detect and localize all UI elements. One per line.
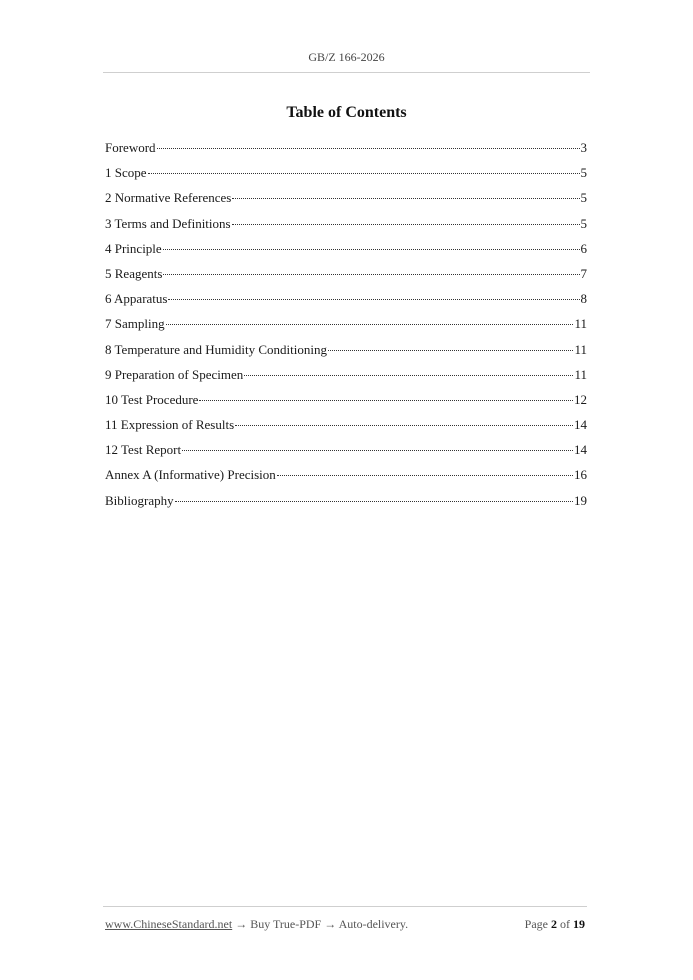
- dot-leader: [232, 198, 579, 199]
- toc-entry-label: Foreword: [105, 140, 156, 155]
- toc-entry-label: 4 Principle: [105, 240, 162, 256]
- toc-entry-label: 7 Sampling: [105, 316, 165, 332]
- running-header: GB/Z 166-2026: [308, 50, 385, 64]
- toc-entry-page: 8: [580, 291, 587, 307]
- toc-entry-expression-of-results[interactable]: [105, 416, 587, 441]
- dot-leader: [244, 375, 573, 376]
- footer-promo: [105, 917, 408, 932]
- toc-entry-label: 5 Reagents: [105, 265, 163, 281]
- toc-entry-label: Annex A (Informative) Precision: [105, 467, 276, 483]
- toc-entry-sampling[interactable]: [105, 315, 587, 340]
- page-number: [525, 917, 585, 932]
- toc-entry-conditioning[interactable]: [105, 341, 587, 366]
- page-title: Table of Contents: [286, 104, 407, 121]
- toc-entry-label: 8 Temperature and Humidity Conditioning: [105, 341, 327, 357]
- toc-entry-page: 3: [580, 140, 587, 155]
- toc-entry-principle[interactable]: [105, 240, 587, 265]
- promo-text: → Buy True-PDF → Auto-delivery.: [232, 917, 409, 931]
- toc-entry-label: 9 Preparation of Specimen: [105, 366, 244, 382]
- site-link[interactable]: www.ChineseStandard.net: [105, 917, 233, 931]
- toc-entry-page: 14: [574, 442, 587, 458]
- dot-leader: [148, 173, 580, 174]
- toc-entry-reagents[interactable]: [105, 265, 587, 290]
- toc-entry-page: 6: [580, 240, 587, 256]
- table-of-contents: [105, 139, 587, 517]
- dot-leader: [175, 501, 573, 502]
- footer-divider: [103, 906, 587, 907]
- dot-leader: [199, 400, 573, 401]
- dot-leader: [277, 475, 573, 476]
- toc-entry-terms-and-definitions[interactable]: [105, 215, 587, 240]
- dot-leader: [166, 324, 574, 325]
- page-of: of: [557, 917, 573, 931]
- dot-leader: [168, 299, 579, 300]
- toc-entry-foreword[interactable]: [105, 139, 587, 164]
- dot-leader: [182, 450, 573, 451]
- toc-entry-label: 3 Terms and Definitions: [105, 215, 231, 231]
- page-total: 19: [573, 917, 585, 931]
- toc-entry-page: 7: [580, 265, 587, 281]
- dot-leader: [235, 425, 573, 426]
- page-prefix: Page: [524, 917, 551, 931]
- toc-entry-annex-a[interactable]: [105, 466, 587, 491]
- toc-entry-page: 11: [574, 341, 587, 357]
- toc-entry-bibliography[interactable]: [105, 492, 587, 517]
- toc-entry-label: 11 Expression of Results: [105, 417, 235, 433]
- toc-entry-label: 6 Apparatus: [105, 291, 168, 307]
- toc-entry-page: 5: [580, 215, 587, 231]
- toc-entry-label: 1 Scope: [105, 165, 147, 181]
- toc-entry-page: 5: [580, 165, 587, 181]
- toc-entry-preparation-of-specimen[interactable]: [105, 366, 587, 391]
- toc-entry-label: 12 Test Report: [105, 442, 182, 458]
- toc-entry-page: 5: [580, 190, 587, 206]
- toc-entry-apparatus[interactable]: [105, 290, 587, 315]
- toc-entry-test-procedure[interactable]: [105, 391, 587, 416]
- toc-entry-label: 10 Test Procedure: [105, 391, 199, 407]
- toc-entry-scope[interactable]: [105, 164, 587, 189]
- dot-leader: [232, 224, 580, 225]
- toc-entry-page: 16: [574, 467, 587, 483]
- dot-leader: [163, 274, 579, 275]
- toc-entry-label: Bibliography: [105, 492, 174, 508]
- page-current: 2: [551, 917, 557, 931]
- dot-leader: [163, 249, 580, 250]
- toc-entry-page: 11: [574, 316, 587, 332]
- toc-entry-page: 14: [574, 417, 587, 433]
- page-footer: [105, 917, 585, 932]
- toc-entry-page: 11: [574, 366, 587, 382]
- toc-entry-page: 19: [574, 492, 587, 508]
- toc-entry-page: 12: [574, 391, 587, 407]
- toc-entry-label: 2 Normative References: [105, 190, 232, 206]
- header-divider: [103, 72, 590, 73]
- toc-entry-test-report[interactable]: [105, 441, 587, 466]
- dot-leader: [157, 148, 580, 149]
- dot-leader: [328, 350, 573, 351]
- toc-entry-normative-references[interactable]: [105, 189, 587, 214]
